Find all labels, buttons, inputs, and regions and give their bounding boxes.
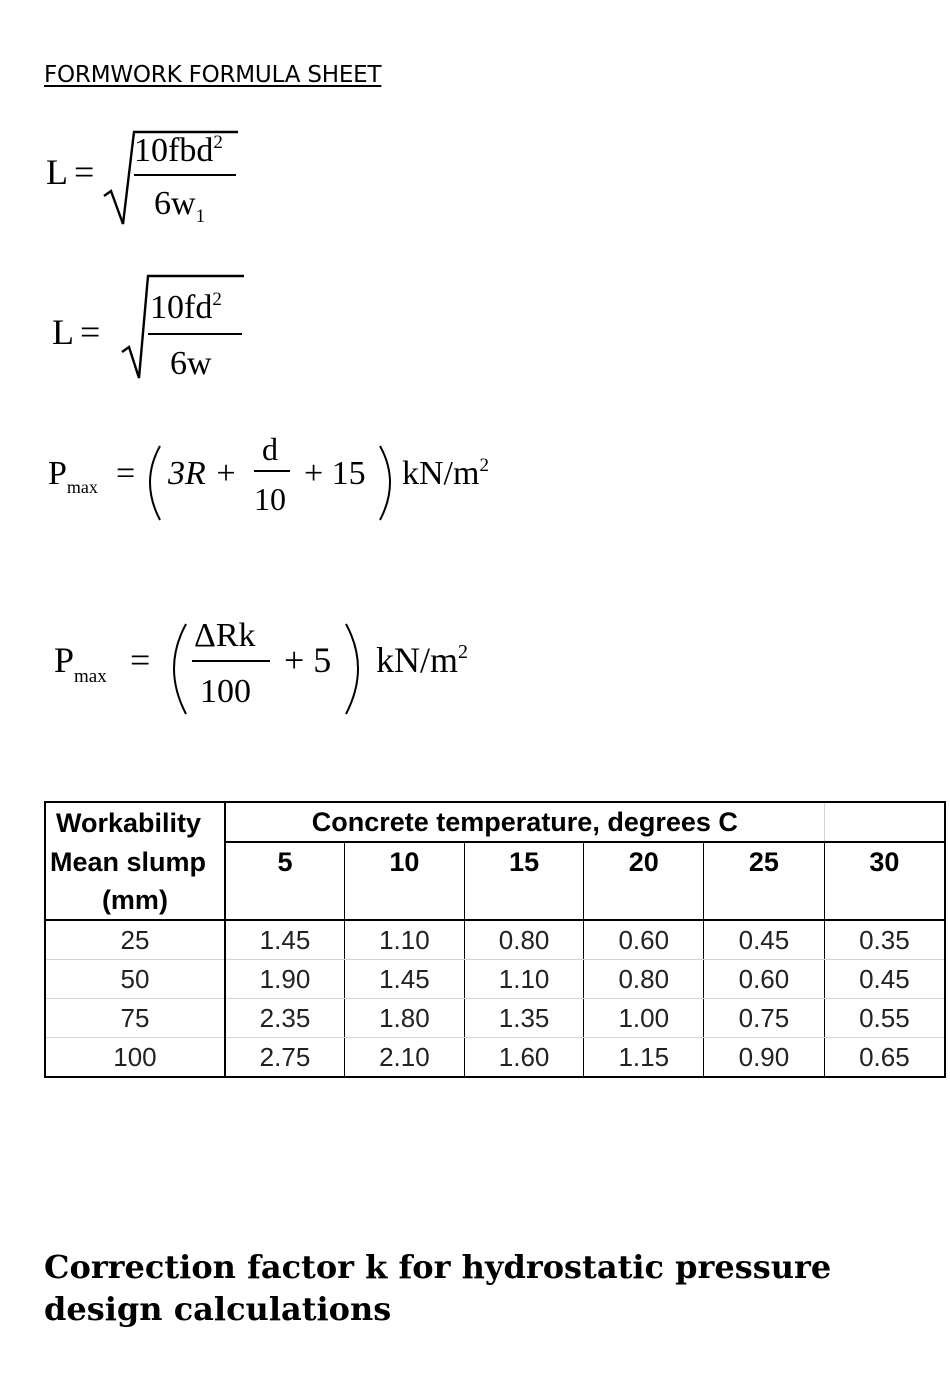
page-title: FORMWORK FORMULA SHEET — [44, 62, 382, 88]
right-paren — [346, 624, 358, 714]
factor-value: 1.60 — [464, 1038, 584, 1078]
factor-value: 1.15 — [584, 1038, 704, 1078]
factor-value: 2.35 — [225, 999, 345, 1038]
factor-value: 1.10 — [464, 960, 584, 999]
factor-value: 0.90 — [704, 1038, 825, 1078]
factor-value: 0.60 — [584, 920, 704, 960]
header-spacer — [225, 881, 345, 920]
formula4-frac-den: 100 — [200, 673, 251, 710]
factor-value: 0.55 — [824, 999, 945, 1038]
formula1-numerator: 10fbd$^2$ — [134, 132, 223, 169]
factor-value: 0.35 — [824, 920, 945, 960]
header-spacer — [824, 881, 945, 920]
factor-value: 0.80 — [584, 960, 704, 999]
header-row — [45, 842, 945, 881]
slump-value: 50 — [45, 960, 225, 999]
header-row — [45, 881, 945, 920]
formula3-frac-den: 10 — [254, 481, 286, 517]
formula4-plus: + 5 — [284, 640, 332, 680]
formula3-p: $P_{max}$ — [48, 455, 98, 497]
factor-value: 1.00 — [584, 999, 704, 1038]
factor-value: 1.10 — [345, 920, 465, 960]
factor-value: 0.45 — [824, 960, 945, 999]
formula2-lhs: L — [52, 312, 74, 352]
left-paren — [174, 624, 186, 714]
header-temperature: Concrete temperature, degrees C — [225, 802, 824, 842]
formula-span-length-2 — [46, 270, 276, 388]
formula3-frac-num: d — [262, 431, 278, 467]
temperature-header: 30 — [824, 842, 945, 881]
temperature-header: 20 — [584, 842, 704, 881]
factor-value: 2.10 — [345, 1038, 465, 1078]
factor-value: 0.65 — [824, 1038, 945, 1078]
factor-value: 1.90 — [225, 960, 345, 999]
factor-value: 0.80 — [464, 920, 584, 960]
factor-value: 2.75 — [225, 1038, 345, 1078]
factor-value: 0.75 — [704, 999, 825, 1038]
formula4-frac-num: ΔRk — [194, 617, 256, 654]
formula-pmax-1 — [44, 424, 524, 534]
correction-factor-table — [44, 801, 946, 1078]
factor-value: 1.45 — [345, 960, 465, 999]
formula4-unit: $kN/m^2$ — [376, 640, 469, 680]
table-row — [45, 960, 945, 999]
right-paren — [380, 446, 390, 520]
formula1-denominator: $6w_1$ — [154, 185, 206, 227]
header-mm: (mm) — [45, 881, 225, 920]
factor-value: 0.45 — [704, 920, 825, 960]
header-mean-slump: Mean slump — [45, 842, 225, 881]
formula3-unit: $kN/m^2$ — [402, 455, 489, 492]
formula3-eq: = — [116, 455, 136, 492]
slump-value: 75 — [45, 999, 225, 1038]
temperature-header: 10 — [345, 842, 465, 881]
formula1-eq: = — [74, 152, 95, 192]
formula1-lhs: L — [46, 152, 68, 192]
table-row — [45, 920, 945, 960]
slump-value: 25 — [45, 920, 225, 960]
formula4-eq: = — [130, 640, 151, 680]
factor-value: 0.60 — [704, 960, 825, 999]
header-workability: Workability — [45, 802, 225, 842]
slump-value: 100 — [45, 1038, 225, 1078]
formula4-p: $P_{max}$ — [54, 640, 107, 687]
table-row — [45, 999, 945, 1038]
table-caption: Correction factor k for hydrostatic pressure design calculations — [44, 1248, 832, 1328]
header-spacer — [464, 881, 584, 920]
header-spacer — [584, 881, 704, 920]
header-spacer — [345, 881, 465, 920]
formula2-eq: = — [80, 312, 101, 352]
formula2-numerator: $10fd^2$ — [150, 289, 222, 326]
temperature-header: 5 — [225, 842, 345, 881]
factor-value: 1.80 — [345, 999, 465, 1038]
left-paren — [150, 446, 160, 520]
formula-pmax-2 — [50, 610, 510, 725]
formula3-plus: + 15 — [304, 455, 366, 492]
formula2-denominator: 6w — [170, 345, 212, 382]
temperature-header: 15 — [464, 842, 584, 881]
formula-span-length-1 — [40, 118, 270, 236]
header-spacer — [704, 881, 825, 920]
factor-value: 1.35 — [464, 999, 584, 1038]
header-blank — [824, 802, 945, 842]
table-row — [45, 1038, 945, 1078]
temperature-header: 25 — [704, 842, 825, 881]
formula3-term: 3R + — [168, 455, 238, 492]
header-row — [45, 802, 945, 842]
factor-value: 1.45 — [225, 920, 345, 960]
